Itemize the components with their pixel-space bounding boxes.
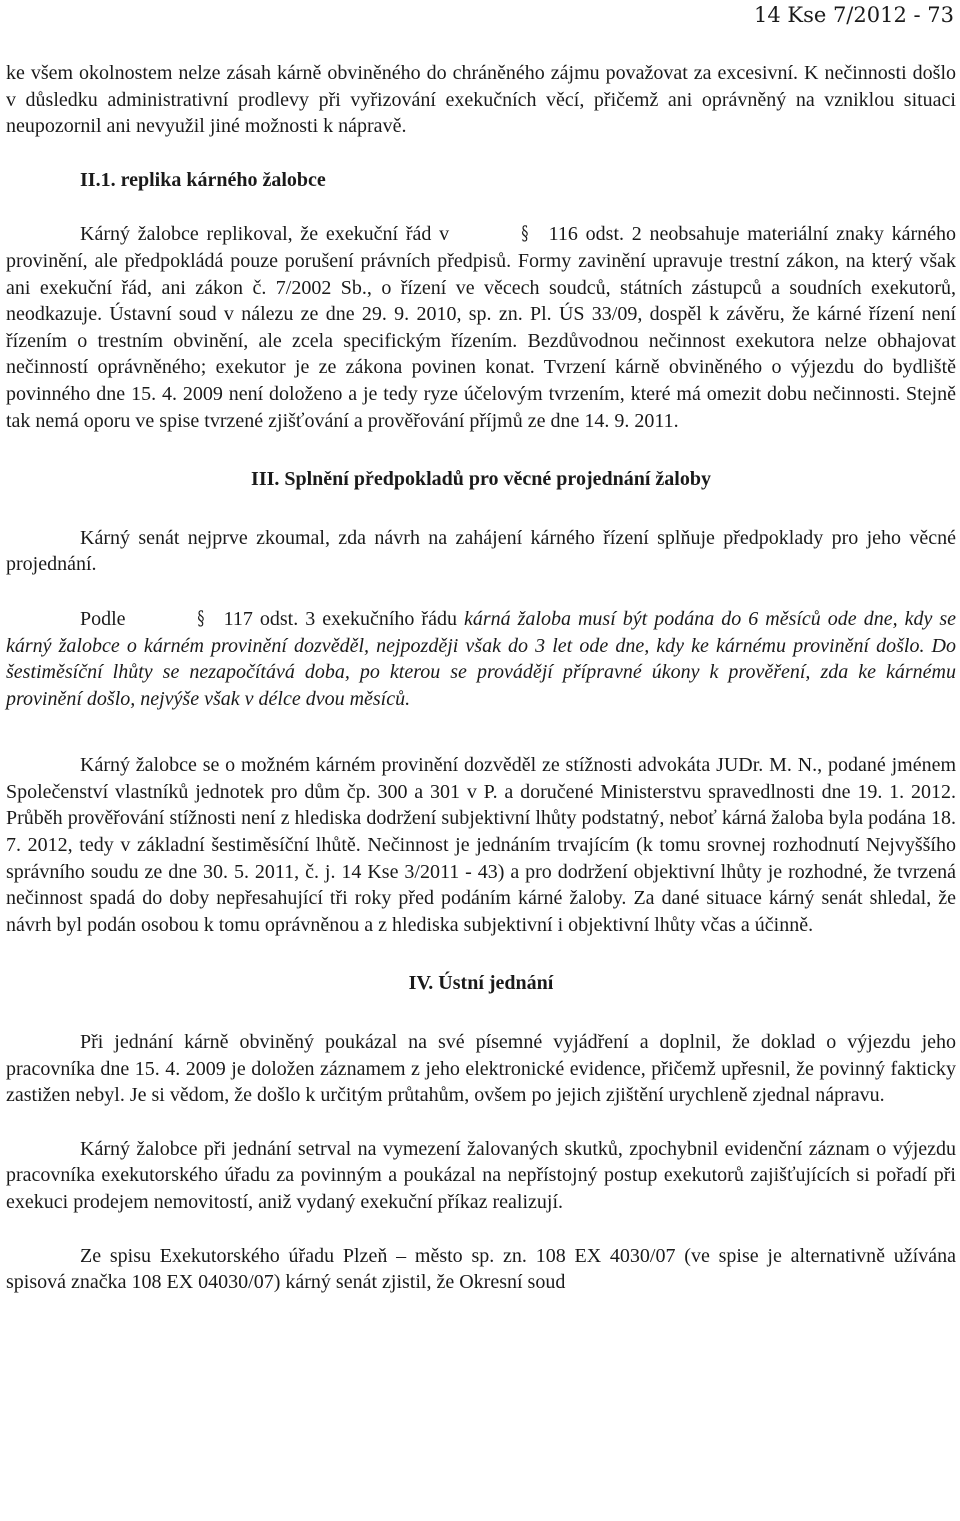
paragraph-replika-part1: Kárný žalobce replikoval, že exekuční řád v: [80, 223, 457, 246]
statute-quote: kárná žaloba musí být podána do 6 měsíců ode dne, kdy se kárný žalobce o kárném provinění dozvěděl, nejpozději však do 3 let ode dne, kdy ke kárnému provinění došlo. Do šestiměsíční lhůty se nezapočítává doba, po kterou se provádějí přípravné úkony k prověření, zda ke kárnému provinění došlo, nejvýše však v délce dvou měsíců.: [6, 607, 957, 710]
paragraph-iii-2-part1: Podle: [80, 607, 133, 630]
paragraph-replika-part2: 116 odst. 2 neobsahuje materiální znaky kárného provinění, ale předpokládá pouze porušení právních předpisů. Formy zavinění upravuje trestní zákon, na který však ani exekuční řád, ani zákon č. 7/2002 Sb., o řízení ve věcech soudců, státních zástupců a soudních exekutorů, neodkazuje. Ústavní soud v nálezu ze dne 29. 9. 2010, sp. zn. Pl. ÚS 33/09, dospěl k závěru, že kárné řízení není řízením o trestním obvinění, ale zcela specifickým řízením. Bezdůvodnou nečinnost exekutora nelze obhajovat nečinností oprávněného; exekutor je ze zákona povinen konat. Tvrzení kárně obviněného o výjezdu do bydliště povinného dne 15. 4. 2009 není doloženo a je tedy ryze účelovým tvrzením, které má omezit dobu nečinnosti. Stejně tak nemá oporu ve spise tvrzené zjišťování a prověřování příjmů ze dne 14. 9. 2011.: [6, 223, 957, 432]
paragraph-iii-3: Kárný žalobce se o možném kárném provinění dozvěděl ze stížnosti advokáta JUDr. M. N., podané jménem Společenství vlastníků jednotek pro dům čp. 300 a 301 v P. a doručené Ministerstvu spravedlnosti dne 19. 1. 2012. Průběh prověřování stížnosti není z hlediska dodržení subjektivní lhůty podstatný, neboť kárná žaloba byla podána 18. 7. 2012, tedy v základní šestiměsíční lhůtě. Nečinnost je jednáním trvajícím (k tomu srovnej rozhodnutí Nejvyššího správního soudu ze dne 30. 5. 2011, č. j. 14 Kse 3/2011 - 43) a pro dodržení objektivní lhůty je rozhodné, že tvrzená nečinnost spadá do doby nepřesahující tři roky před podáním kárné žaloby. Za dané situace kárný senát shledal, že návrh byl podán osobou k tomu oprávněnou a z hlediska subjektivní i objektivní lhůty včas a účinně.: [6, 754, 956, 936]
page-header: 14 Kse 7/2012 - 73: [753, 3, 954, 27]
paragraph-iii-1: Kárný senát nejprve zkoumal, zda návrh na zahájení kárného řízení splňuje předpoklady pro jeho věcné projednání.: [6, 526, 956, 576]
paragraph-iv-1: Při jednání kárně obviněný poukázal na své písemné vyjádření a doplnil, že doklad o výjezdu jeho pracovníka dne 15. 4. 2009 je doložen záznamem z jeho elektronické evidence, přičemž upřesnil, že povinný fakticky zastižen nebyl. Je si vědom, že došlo k určitým průtahům, ovšem po jejich zjištění urychleně zjednal nápravu.: [6, 1031, 956, 1107]
document-body: [6, 60, 956, 1296]
paragraph-iv-3: Ze spisu Exekutorského úřadu Plzeň – město sp. zn. 108 EX 4030/07 (ve spise je alternativně užívána spisová značka 108 EX 04030/07) kárný senát zjistil, že Okresní soud: [6, 1244, 956, 1294]
paragraph-iii-2-part2: 117 odst. 3 exekučního řádu: [216, 607, 464, 630]
paragraph-iii-2: [6, 605, 956, 712]
section-heading-ii1: II.1. replika kárného žalobce: [80, 168, 326, 191]
paragraph-replika: [6, 220, 956, 434]
section-sign: §: [521, 221, 529, 246]
paragraph-iv-2: Kárný žalobce při jednání setrval na vymezení žalovaných skutků, zpochybnil evidenční záznam o výjezdu pracovníka exekutorského úřadu za povinným a poukázal na nepřístojný postup exekutorů zajišťujících si pořadí při exekuci prodejem nemovitostí, aniž vydaný exekuční příkaz realizují.: [6, 1137, 956, 1213]
intro-paragraph: ke všem okolnostem nelze zásah kárně obviněného do chráněného zájmu považovat za excesivní. K nečinnosti došlo v důsledku administrativní prodlevy při vyřizování exekučních věcí, přičemž ani oprávněný na vzniklou situaci neupozornil ani nevyužil jiné možnosti k nápravě.: [6, 62, 956, 138]
section-heading-iv: IV. Ústní jednání: [408, 972, 554, 995]
section-heading-iii: III. Splnění předpokladů pro věcné projednání žaloby: [251, 468, 711, 491]
section-sign: §: [196, 605, 204, 630]
